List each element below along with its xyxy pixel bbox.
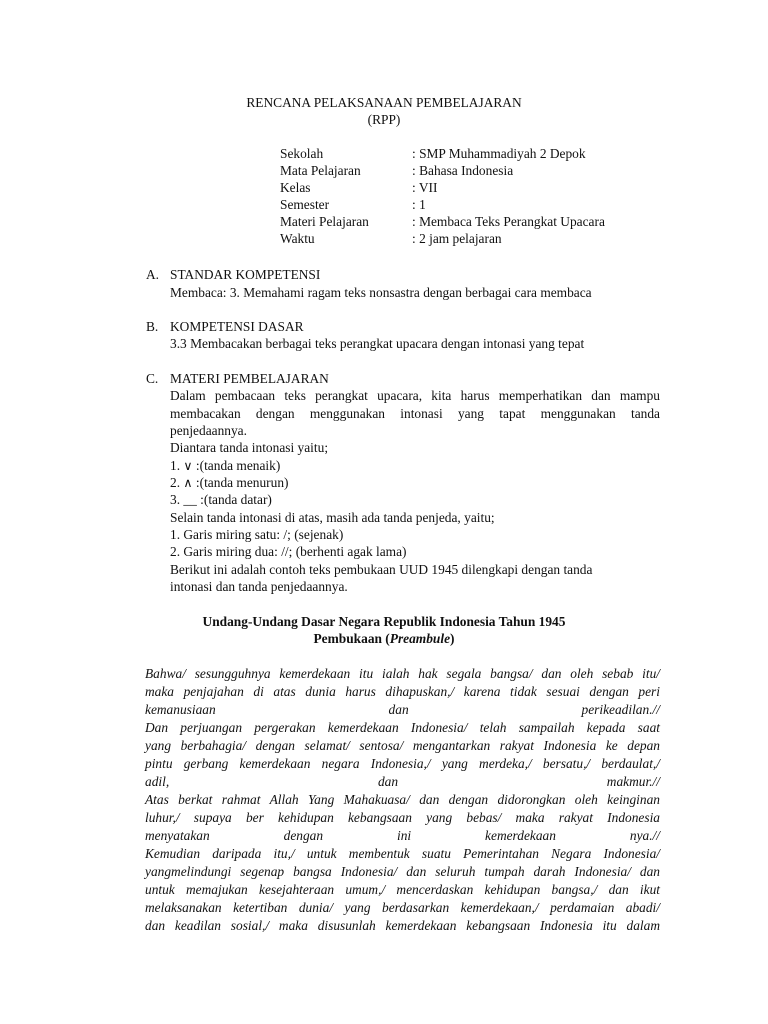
flat-intonation-icon: __ bbox=[183, 492, 197, 507]
preamble-line: menyatakan dengan ini kemerdekaan nya.// bbox=[145, 828, 660, 843]
pause-item: 1. Garis miring satu: /; (sejenak) bbox=[170, 527, 344, 542]
section-c-heading: MATERI PEMBELAJARAN bbox=[170, 371, 329, 386]
info-value: : 2 jam pelajaran bbox=[412, 231, 502, 246]
preamble-line: maka penjajahan di atas dunia harus dihapuskan,/ karena tidak sesuai dengan peri bbox=[145, 684, 660, 699]
subtitle-suffix: ) bbox=[450, 631, 455, 646]
item-text: :(tanda datar) bbox=[196, 492, 272, 507]
section-a-letter: A. bbox=[146, 267, 160, 282]
info-value: : 1 bbox=[412, 197, 426, 212]
item-number: 3. bbox=[170, 492, 181, 507]
intonation-item bbox=[170, 457, 280, 474]
subtitle-italic: Preambule bbox=[389, 631, 451, 646]
info-label: Materi Pelajaran bbox=[280, 214, 369, 229]
item-number: 1. bbox=[170, 458, 181, 473]
example-line: Berikut ini adalah contoh teks pembukaan UUD 1945 dilengkapi dengan tanda bbox=[170, 562, 593, 577]
preamble-line: luhur,/ supaya ber kehidupan kebangsaan yang bebas/ maka rakyat Indonesia bbox=[145, 810, 660, 825]
section-b-letter: B. bbox=[146, 319, 159, 334]
section-a-text: Membaca: 3. Memahami ragam teks nonsastra dengan berbagai cara membaca bbox=[170, 285, 592, 300]
section-c-intro-line: Dalam pembacaan teks perangkat upacara, kita harus memperhatikan dan mampu bbox=[170, 388, 660, 403]
subtitle-prefix: Pembukaan ( bbox=[313, 631, 390, 646]
pause-intro: Selain tanda intonasi di atas, masih ada tanda penjeda, yaitu; bbox=[170, 510, 495, 525]
preamble-line: Bahwa/ sesungguhnya kemerdekaan itu ialah hak segala bangsa/ dan oleh sebab itu/ bbox=[145, 666, 660, 681]
preamble-line: yangmelindungi segenap bangsa Indonesia/ dan seluruh tumpah darah Indonesia/ dan bbox=[145, 864, 660, 879]
preamble-line: dan keadilan sosial,/ maka disusunlah kemerdekaan kebangsaan Indonesia itu dalam bbox=[145, 918, 660, 933]
info-value: : Membaca Teks Perangkat Upacara bbox=[412, 214, 605, 229]
info-label: Mata Pelajaran bbox=[280, 163, 361, 178]
intonation-intro: Diantara tanda intonasi yaitu; bbox=[170, 440, 329, 455]
intonation-item bbox=[170, 491, 272, 508]
item-text: :(tanda menurun) bbox=[192, 475, 289, 490]
preamble-line: kemanusiaan dan perikeadilan.// bbox=[145, 702, 660, 717]
info-label: Sekolah bbox=[280, 146, 324, 161]
section-c-intro-line: membacakan dengan menggunakan intonasi yang tapat menggunakan tanda bbox=[170, 406, 660, 421]
section-b-heading: KOMPETENSI DASAR bbox=[170, 319, 304, 334]
section-c-intro-line: penjedaannya. bbox=[170, 423, 247, 438]
item-text: :(tanda menaik) bbox=[192, 458, 281, 473]
falling-intonation-icon: ∧ bbox=[183, 475, 193, 490]
info-label: Kelas bbox=[280, 180, 311, 195]
info-value: : VII bbox=[412, 180, 438, 195]
page-subtitle: (RPP) bbox=[367, 112, 401, 127]
info-value: : Bahasa Indonesia bbox=[412, 163, 514, 178]
intonation-item bbox=[170, 474, 289, 491]
preamble-line: melaksanakan ketertiban dunia/ yang berdasarkan kemerdekaan,/ perdamaian abadi/ bbox=[145, 900, 660, 915]
section-c-letter: C. bbox=[146, 371, 159, 386]
example-line: intonasi dan tanda penjedaannya. bbox=[170, 579, 348, 594]
pause-item: 2. Garis miring dua: //; (berhenti agak lama) bbox=[170, 544, 407, 559]
preamble-line: untuk memajukan kesejahteraan umum,/ mencerdaskan kehidupan bangsa,/ dan ikut bbox=[145, 882, 660, 897]
preamble-line: Atas berkat rahmat Allah Yang Mahakuasa/ dan dengan didorongkan oleh keinginan bbox=[145, 792, 660, 807]
page-title: RENCANA PELAKSANAAN PEMBELAJARAN bbox=[246, 95, 522, 110]
section-a-heading: STANDAR KOMPETENSI bbox=[170, 267, 321, 282]
info-label: Waktu bbox=[280, 231, 315, 246]
document-title: Undang-Undang Dasar Negara Republik Indonesia Tahun 1945 bbox=[202, 614, 566, 629]
info-value: : SMP Muhammadiyah 2 Depok bbox=[412, 146, 586, 161]
info-label: Semester bbox=[280, 197, 330, 212]
preamble-line: pintu gerbang kemerdekaan negara Indonesia,/ yang merdeka,/ bersatu,/ berdaulat,/ bbox=[145, 756, 660, 771]
document-subtitle bbox=[0, 630, 768, 647]
preamble-line: Dan perjuangan pergerakan kemerdekaan Indonesia/ telah sampailah kepada saat bbox=[145, 720, 660, 735]
preamble-line: adil, dan makmur.// bbox=[145, 774, 660, 789]
rising-intonation-icon: ∨ bbox=[183, 458, 193, 473]
item-number: 2. bbox=[170, 475, 181, 490]
preamble-line: Kemudian daripada itu,/ untuk membentuk suatu Pemerintahan Negara Indonesia/ bbox=[145, 846, 660, 861]
preamble-line: yang berbahagia/ dengan selamat/ sentosa/ mengantarkan rakyat Indonesia ke depan bbox=[145, 738, 660, 753]
section-b-text: 3.3 Membacakan berbagai teks perangkat upacara dengan intonasi yang tepat bbox=[170, 336, 585, 351]
